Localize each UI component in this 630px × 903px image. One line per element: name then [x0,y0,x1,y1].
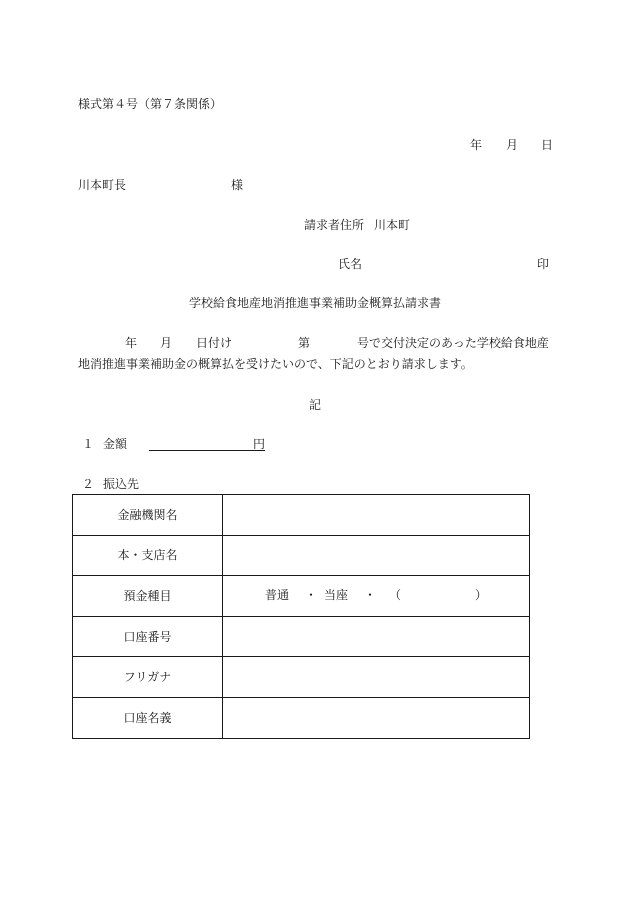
date-day-label: 日 [541,138,554,152]
body-number-prefix: 第 [298,336,311,350]
ki-heading: 記 [308,398,321,412]
branch-name-value-cell [223,535,530,576]
deposit-type-options [223,589,529,603]
deposit-type-other-open-paren: （ [389,587,402,602]
branch-name-label: 本・支店名 [73,535,223,576]
deposit-type-other-close-paren: ） [475,587,488,602]
requester-address-label: 請求者住所 [304,218,365,232]
furigana-value-cell [223,657,530,698]
bank-name-value-cell [223,495,530,536]
table-row [73,697,530,738]
deposit-type-checking: 当座 [324,587,349,602]
deposit-type-value-cell [223,576,530,617]
item-2-number: ２ [82,477,95,491]
date-year-label: 年 [470,138,483,152]
addressee-name: 川本町長 [78,178,127,192]
body-month-label: 月 [160,336,173,350]
account-number-label: 口座番号 [73,616,223,657]
requester-address-value: 川本町 [374,218,411,232]
table-row [73,535,530,576]
body-dated-label: 日付け [196,336,233,350]
furigana-label: フリガナ [73,657,223,698]
requester-name-label: 氏名 [338,257,363,271]
account-number-value-cell [223,616,530,657]
body-year-label: 年 [125,336,138,350]
amount-blank-line [149,450,265,451]
item-1-label: 金額 [103,437,128,451]
table-row [73,616,530,657]
item-1-number: １ [82,437,95,451]
addressee-honorific: 様 [231,178,244,192]
amount-unit: 円 [253,437,266,451]
bank-name-label: 金融機関名 [73,495,223,536]
account-holder-value-cell [223,697,530,738]
seal-mark: 印 [537,257,550,271]
body-line-1-text: 号で交付決定のあった学校給食地産 [357,336,549,350]
deposit-type-separator: ・ [364,587,377,602]
bank-account-table [72,494,530,739]
deposit-type-separator: ・ [305,587,318,602]
item-2-label: 振込先 [103,477,140,491]
body-paragraph-line-2: 地消推進事業補助金の概算払を受けたいので、下記のとおり請求します。 [78,357,473,371]
table-row [73,495,530,536]
form-number: 様式第４号（第７条関係） [78,97,223,111]
account-holder-label: 口座名義 [73,697,223,738]
date-month-label: 月 [506,138,519,152]
document-title: 学校給食地産地消推進事業補助金概算払請求書 [188,296,441,310]
deposit-type-ordinary: 普通 [265,587,290,602]
table-row [73,576,530,617]
deposit-type-label: 預金種目 [73,576,223,617]
table-row [73,657,530,698]
